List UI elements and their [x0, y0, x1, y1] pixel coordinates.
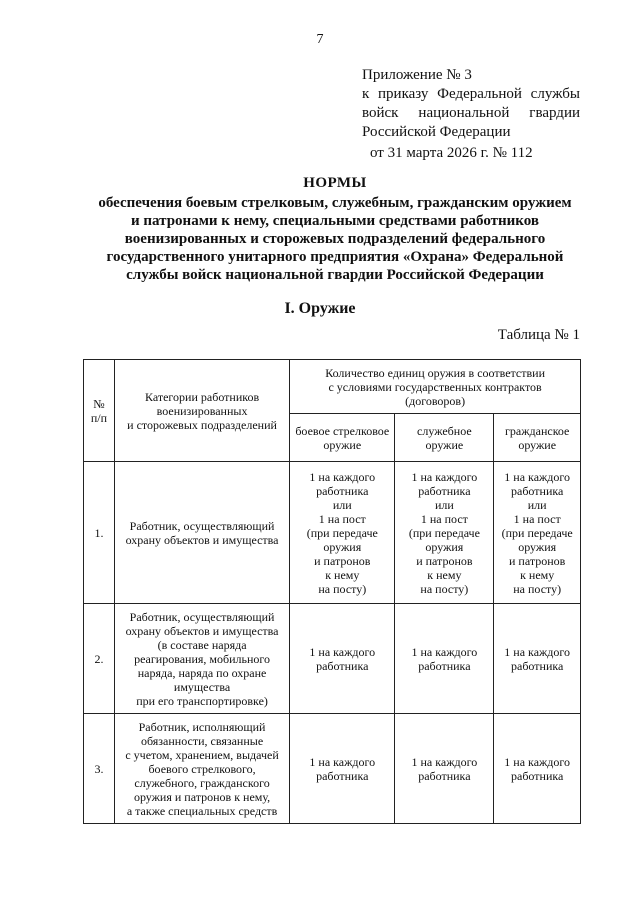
row-number: 2.	[84, 604, 115, 714]
row-civil-weapon: 1 на каждого работника	[494, 604, 581, 714]
title-line: обеспечения боевым стрелковым, служебным, гражданским оружием	[98, 195, 572, 211]
appendix-line: к приказу Федеральной службы	[362, 86, 580, 102]
page-number: 7	[316, 32, 324, 47]
table-row	[84, 604, 581, 714]
row-category: Работник, исполняющий обязанности, связанные с учетом, хранением, выдачей боевого стрелкового, служебного, гражданского оружия и патронов к нему, а также специальных средств	[114, 714, 289, 824]
row-combat-weapon: 1 на каждого работника	[290, 604, 395, 714]
document-title	[90, 174, 580, 284]
section-title: I. Оружие	[284, 300, 356, 317]
table-label: Таблица № 1	[497, 327, 580, 343]
row-service-weapon: 1 на каждого работника или 1 на пост (при передаче оружия и патронов к нему на посту)	[395, 462, 494, 604]
row-number: 1.	[84, 462, 115, 604]
row-service-weapon: 1 на каждого работника	[395, 604, 494, 714]
appendix-line: Российской Федерации	[362, 124, 511, 140]
row-category: Работник, осуществляющий охрану объектов и имущества	[114, 462, 289, 604]
title-line: государственного унитарного предприятия «Охрана» Федеральной	[106, 249, 564, 265]
row-service-weapon: 1 на каждого работника	[395, 714, 494, 824]
header-combat-weapon: боевое стрелковое оружие	[290, 414, 395, 462]
title-line: и патронами к нему, специальными средствами работников	[131, 213, 539, 229]
row-category: Работник, осуществляющий охрану объектов и имущества (в составе наряда реагирования, мобильного наряда, наряда по охране имущества при его транспортировке)	[114, 604, 289, 714]
row-civil-weapon: 1 на каждого работника	[494, 714, 581, 824]
table-row	[84, 462, 581, 604]
row-combat-weapon: 1 на каждого работника	[290, 714, 395, 824]
header-civil-weapon: гражданское оружие	[494, 414, 581, 462]
appendix-line: войск национальной гвардии	[362, 105, 580, 121]
row-combat-weapon: 1 на каждого работника или 1 на пост (при передаче оружия и патронов к нему на посту)	[290, 462, 395, 604]
appendix-block	[362, 66, 580, 163]
weapons-norms-table	[83, 359, 581, 824]
row-number: 3.	[84, 714, 115, 824]
appendix-date: от 31 марта 2026 г. № 112	[370, 145, 533, 161]
row-civil-weapon: 1 на каждого работника или 1 на пост (при передаче оружия и патронов к нему на посту)	[494, 462, 581, 604]
title-main: НОРМЫ	[303, 175, 367, 191]
header-service-weapon: служебное оружие	[395, 414, 494, 462]
title-line: службы войск национальной гвардии Российской Федерации	[126, 267, 544, 283]
header-quantity: Количество единиц оружия в соответствии с условиями государственных контрактов (договоров)	[290, 360, 581, 414]
table-row	[84, 714, 581, 824]
header-number: № п/п	[84, 360, 115, 462]
header-category: Категории работников военизированных и сторожевых подразделений	[114, 360, 289, 462]
title-line: военизированных и сторожевых подразделений федерального	[124, 231, 546, 247]
table-header-row	[84, 360, 581, 414]
appendix-line: Приложение № 3	[362, 67, 472, 83]
